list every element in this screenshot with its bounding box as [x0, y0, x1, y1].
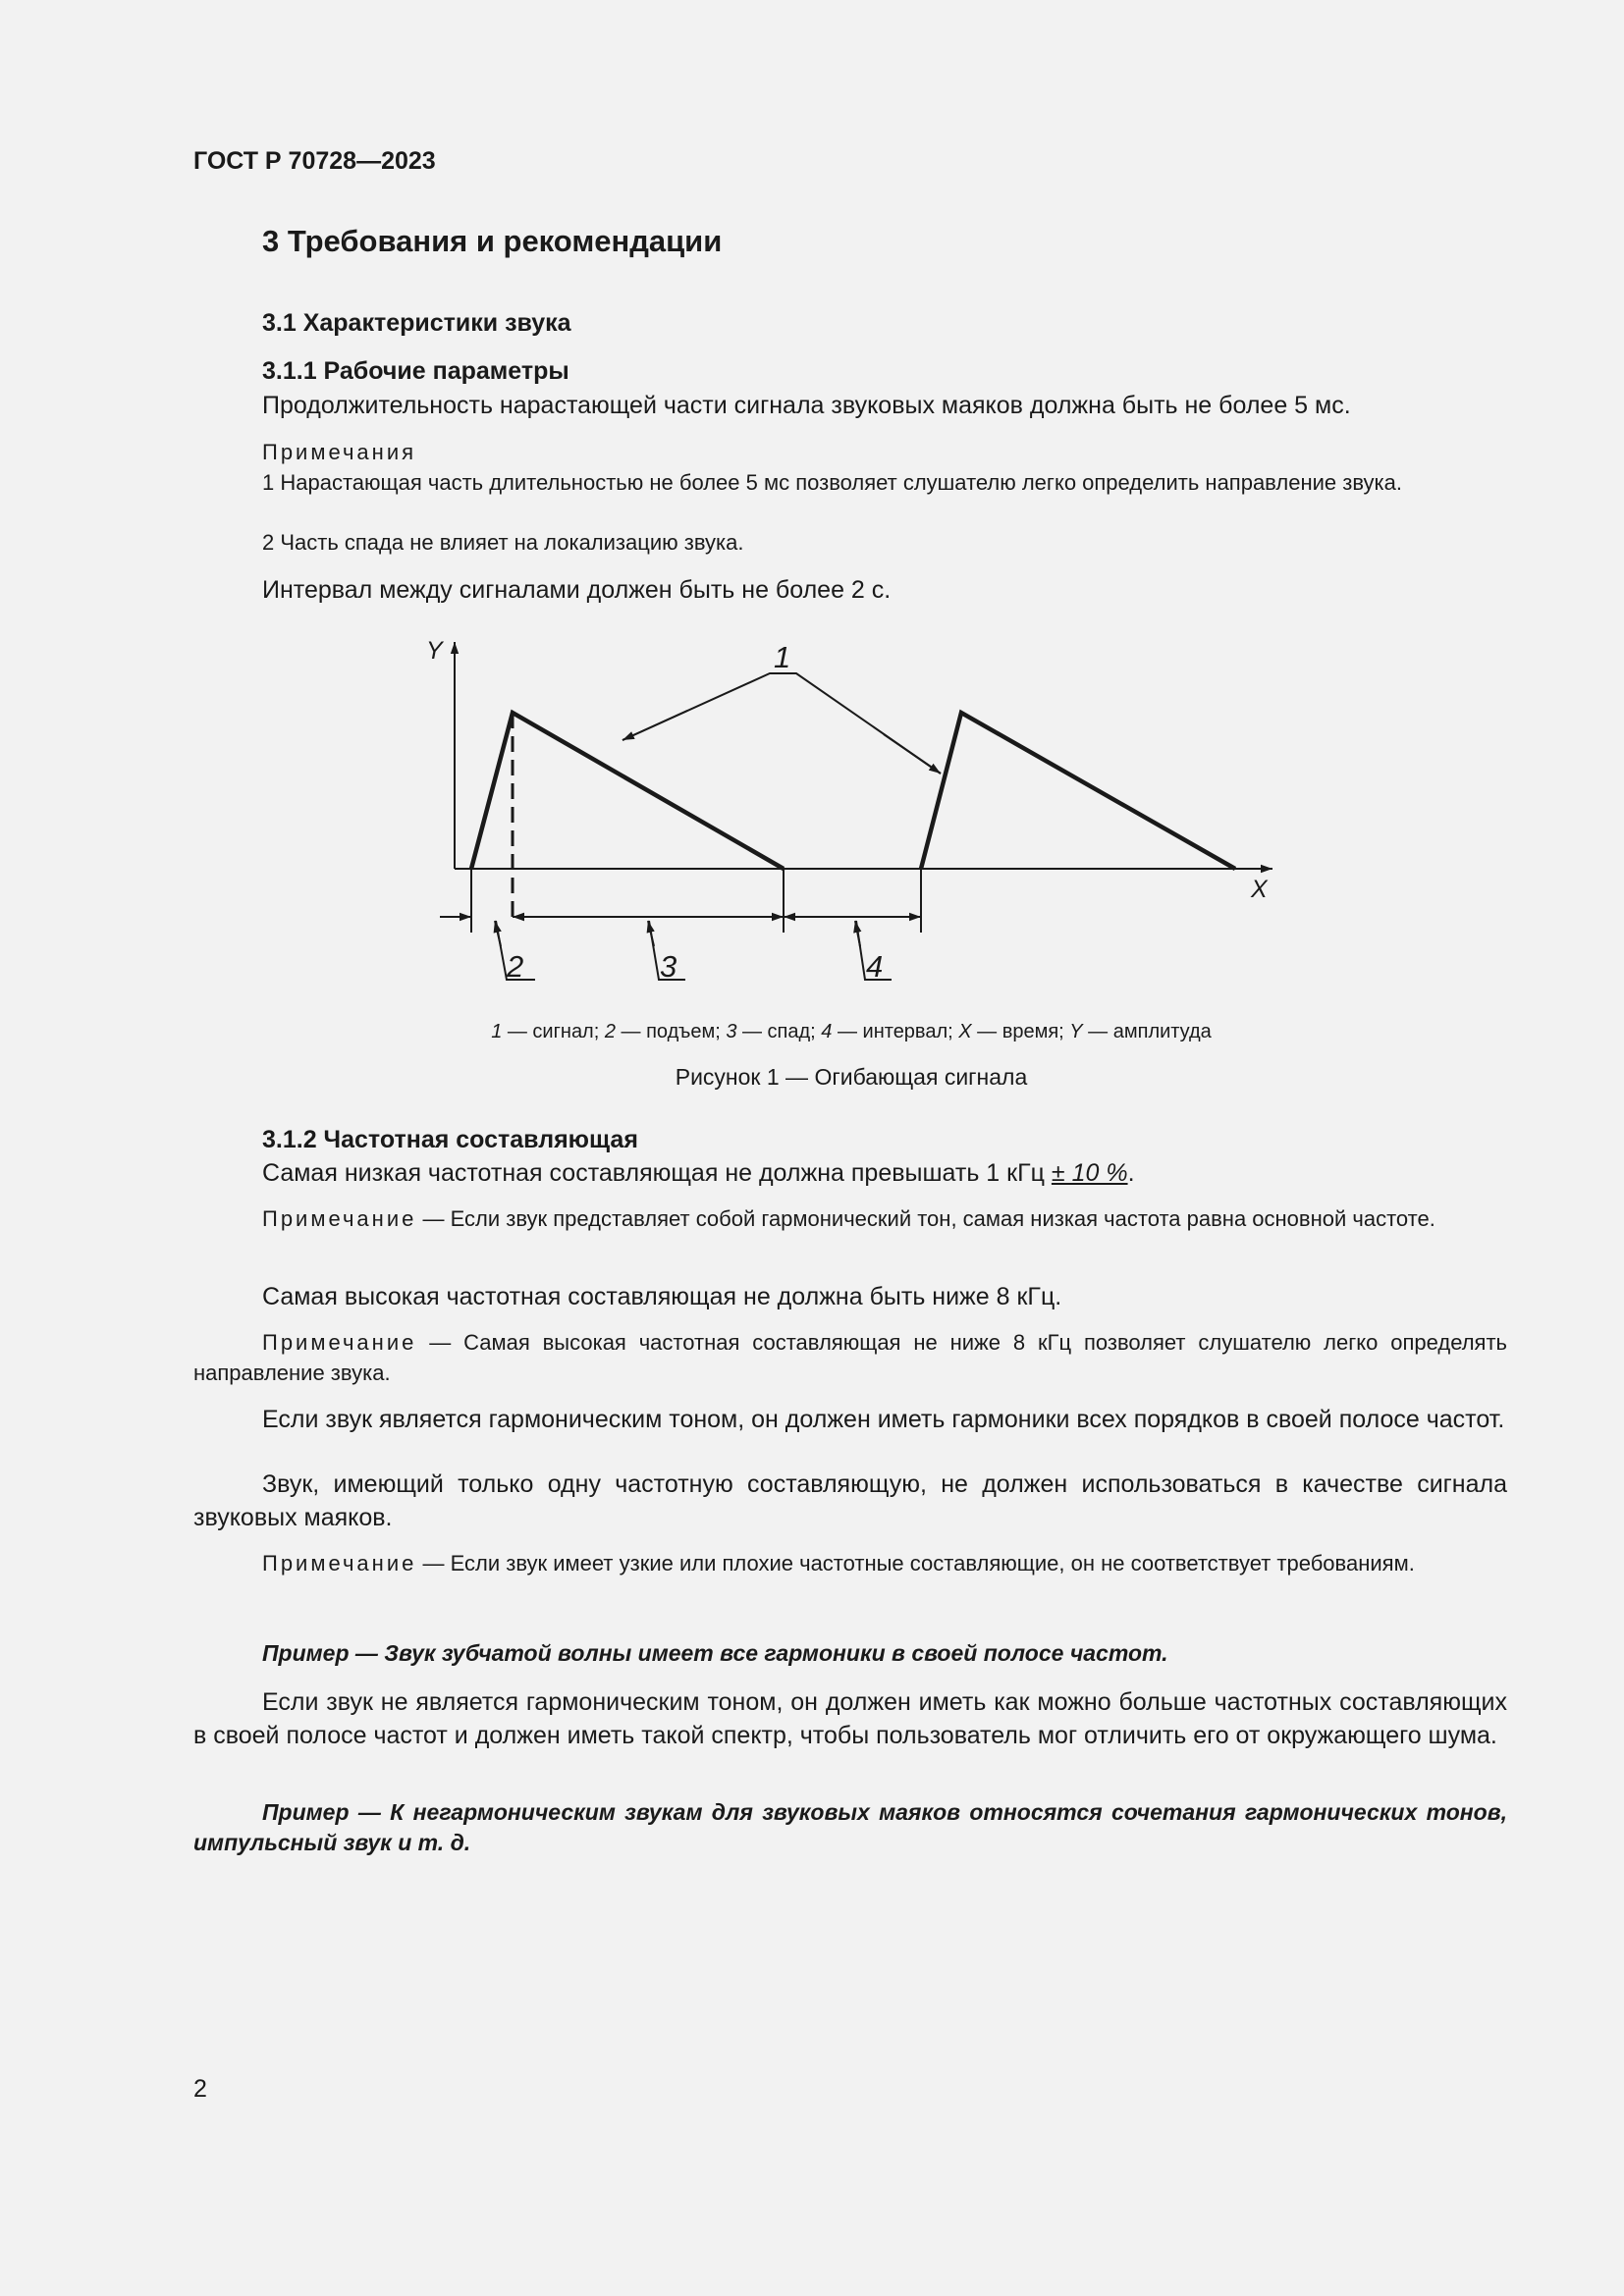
- document-number: ГОСТ Р 70728—2023: [193, 147, 436, 175]
- example-non-harmonic: Пример — К негармоническим звукам для звуковых маяков относятся сочетания гармонических тонов, импульсный звук и т. д.: [193, 1799, 1507, 1855]
- interval-paragraph: Интервал между сигналами должен быть не более 2 с.: [262, 576, 892, 604]
- clause-3-1-1-paragraph: Продолжительность нарастающей части сигнала звуковых маяков должна быть не более 5 мс.: [262, 392, 1351, 419]
- subsection-title: 3.1 Характеристики звука: [262, 309, 571, 337]
- callout-1-leader: [623, 673, 941, 774]
- note-1: 1 Нарастающая часть длительностью не более 5 мс позволяет слушателю легко определить направление звука.: [262, 470, 1402, 495]
- clause-3-1-2-title: 3.1.2 Частотная составляющая: [262, 1126, 638, 1153]
- signal-pulse-1: [471, 713, 784, 869]
- non-harmonic-paragraph: Если звук не является гармоническим тоном, он должен иметь как можно больше частотных составляющих в своей полосе частот и должен иметь такой спектр, чтобы пользователь мог отличить его от окружающего шума.: [193, 1688, 1507, 1749]
- lowest-frequency-paragraph: Самая низкая частотная составляющая не должна превышать 1 кГц ± 10 %.: [262, 1159, 1135, 1187]
- figure-caption: Рисунок 1 — Огибающая сигнала: [675, 1064, 1028, 1090]
- y-axis-label: Y: [426, 637, 443, 665]
- signal-envelope-figure: [0, 0, 1624, 1080]
- clause-3-1-1-title: 3.1.1 Рабочие параметры: [262, 357, 569, 385]
- callout-3: 3: [660, 949, 677, 984]
- page-number: 2: [193, 2075, 207, 2103]
- callout-2: 2: [507, 949, 524, 984]
- callout-4: 4: [866, 949, 884, 984]
- figure-legend: 1 — сигнал; 2 — подъем; 3 — спад; 4 — интервал; X — время; Y — амплитуда: [491, 1021, 1212, 1042]
- notes-label: Примечания: [262, 440, 417, 464]
- section-title: 3 Требования и рекомендации: [262, 224, 723, 258]
- callout-1: 1: [774, 640, 791, 674]
- signal-pulse-2: [921, 713, 1235, 869]
- note-fundamental: Примечание — Если звук представляет собой гармонический тон, самая низкая частота равна основной частоте.: [262, 1206, 1435, 1231]
- note-2: 2 Часть спада не влияет на локализацию звука.: [262, 530, 744, 555]
- x-axis-label: X: [1251, 876, 1268, 903]
- harmonic-tone-paragraph: Если звук является гармоническим тоном, он должен иметь гармоники всех порядков в своей полосе частот.: [262, 1406, 1505, 1433]
- tolerance-value: ± 10 %: [1051, 1159, 1128, 1187]
- example-sawtooth: Пример — Звук зубчатой волны имеет все гармоники в своей полосе частот.: [262, 1640, 1168, 1666]
- note-narrow-components: Примечание — Если звук имеет узкие или плохие частотные составляющие, он не соответствует требованиям.: [262, 1551, 1415, 1575]
- highest-frequency-paragraph: Самая высокая частотная составляющая не должна быть ниже 8 кГц.: [262, 1283, 1062, 1310]
- note-direction: Примечание — Самая высокая частотная составляющая не ниже 8 кГц позволяет слушателю легко определять направление звука.: [193, 1330, 1507, 1385]
- single-component-paragraph: Звук, имеющий только одну частотную составляющую, не должен использоваться в качестве сигнала звуковых маяков.: [193, 1470, 1507, 1531]
